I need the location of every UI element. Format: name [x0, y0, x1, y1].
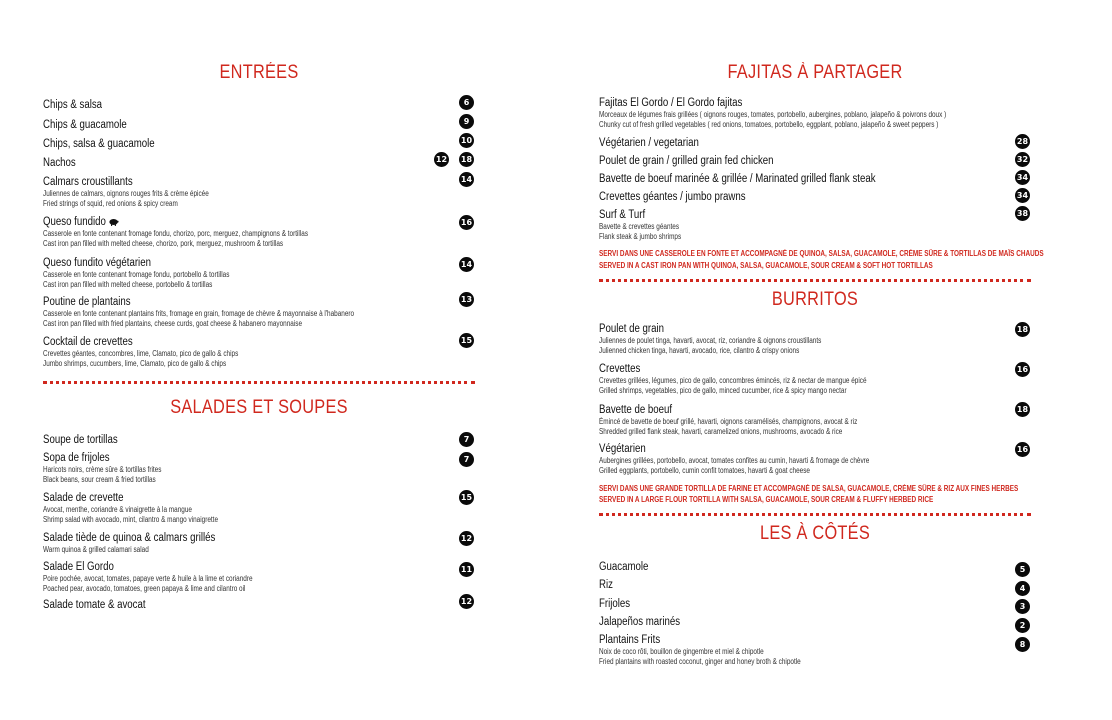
item-name: Chips, salsa & guacamole [43, 138, 155, 150]
item-name-text: Queso fundido [43, 216, 106, 228]
item-desc-fr: Morceaux de légumes frais grillées ( oignons rouges, tomates, portobello, aubergines, poblano, jalapeño & poivrons doux ) [599, 110, 947, 119]
price-badge: 2 [1015, 618, 1030, 633]
price-badge: 14 [459, 257, 474, 272]
price-badge: 8 [1015, 637, 1030, 652]
item-desc-en: Shrimp salad with avocado, mint, cilantro & mango vinaigrette [43, 515, 219, 524]
menu-item [43, 335, 475, 369]
section-title-fajitas: FAJITAS À PARTAGER [727, 62, 903, 83]
dotted-divider [599, 279, 1031, 282]
item-name: Plantains Frits [599, 634, 661, 646]
price-badge: 16 [1015, 362, 1030, 377]
item-name: Bavette de boeuf [599, 404, 673, 416]
serving-note-en: SERVED IN A CAST IRON PAN WITH QUINOA, SALSA, GUACAMOLE, SOUR CREAM & SOFT HOT TORTILLAS [599, 261, 933, 270]
item-desc-fr: Bavette & crevettes géantes [599, 222, 680, 231]
item-name: Salade tiède de quinoa & calmars grillés [43, 532, 216, 544]
menu-item [599, 190, 1031, 204]
price-badge: 5 [1015, 562, 1030, 577]
item-name: Crevettes géantes / jumbo prawns [599, 191, 746, 203]
price-badge: 32 [1015, 152, 1030, 167]
menu-item [43, 156, 475, 170]
price-badge: 28 [1015, 134, 1030, 149]
price-badge: 15 [459, 333, 474, 348]
section-title-entrees: ENTRÉES [219, 62, 299, 83]
item-name: Surf & Turf [599, 209, 646, 221]
serving-note-fr: SERVI DANS UNE CASSEROLE EN FONTE ET ACCOMPAGNÉ DE QUINOA, SALSA, GUACAMOLE, CRÈME SÛRE & TORTILLAS DE MAÏS CHAUDS [599, 249, 1044, 258]
menu-item [599, 633, 1031, 667]
menu-item [599, 172, 1031, 186]
menu-item [599, 322, 1031, 356]
item-desc-en: Cast iron pan filled with melted cheese, chorizo, pork, merguez, mushroom & tortillas [43, 239, 284, 248]
serving-note-fr: SERVI DANS UNE GRANDE TORTILLA DE FARINE ET ACCOMPAGNÉ DE SALSA, GUACAMOLE, CRÈME SÛRE & RIZ AUX FINES HERBES [599, 484, 1019, 493]
item-name: Végétarien [599, 443, 646, 455]
menu-item [43, 491, 475, 525]
price-badge: 9 [459, 114, 474, 129]
menu-item [599, 560, 1031, 574]
item-desc-en: Fried plantains with roasted coconut, ginger and honey broth & chipotle [599, 657, 801, 666]
price-badge: 7 [459, 452, 474, 467]
serving-note-en: SERVED IN A LARGE FLOUR TORTILLA WITH SALSA, GUACAMOLE, SOUR CREAM & FLUFFY HERBED RICE [599, 495, 934, 504]
item-desc-fr: Warm quinoa & grilled calamari salad [43, 545, 149, 554]
item-name: Crevettes [599, 363, 641, 375]
item-desc-en: Chunky cut of fresh grilled vegetables ( red onions, tomatoes, portobello, eggplant, poblano, jalapeño & sweet peppers ) [599, 120, 939, 129]
item-name: Chips & salsa [43, 99, 103, 111]
item-desc-en: Cast iron pan filled with melted cheese, portobello & tortillas [43, 280, 213, 289]
item-name: Queso fundito végétarien [43, 257, 151, 269]
menu-item [599, 96, 1031, 130]
item-desc-fr: Émincé de bavette de boeuf grillé, havarti, oignons caramélisés, champignons, avocat & riz [599, 417, 858, 426]
menu-item [43, 295, 475, 329]
item-name [43, 215, 406, 229]
item-desc-en: Shredded grilled flank steak, havarti, caramelized onions, mushrooms, avocado & rice [599, 427, 843, 436]
section-title-salades: SALADES ET SOUPES [170, 397, 348, 418]
menu-item [599, 597, 1031, 611]
menu-item [43, 531, 475, 555]
menu-item [43, 215, 475, 249]
item-desc-en: Poached pear, avocado, tomatoes, green papaya & lime and cilantro oil [43, 584, 246, 593]
item-name: Cocktail de crevettes [43, 336, 133, 348]
item-desc-fr: Crevettes géantes, concombres, lime, Clamato, pico de gallo & chips [43, 349, 239, 358]
item-desc-en: Flank steak & jumbo shrimps [599, 232, 682, 241]
item-desc-fr: Poire pochée, avocat, tomates, papaye verte & huile à la lime et coriandre [43, 574, 253, 583]
price-badge: 7 [459, 432, 474, 447]
pig-icon [108, 218, 118, 226]
item-name: Nachos [43, 157, 76, 169]
item-name: Poutine de plantains [43, 296, 131, 308]
menu-item [599, 154, 1031, 168]
item-desc-fr: Crevettes grillées, légumes, pico de gallo, concombres émincés, riz & nectar de mangue épicé [599, 376, 867, 385]
item-desc-fr: Casserole en fonte contenant plantains frits, fromage en grain, fromage de chèvre & mayonnaise à l'habanero [43, 309, 355, 318]
item-desc-en: Grilled eggplants, portobello, cumin confit tomatoes, havarti & goat cheese [599, 466, 810, 475]
item-desc-fr: Casserole en fonte contenant fromage fondu, chorizo, porc, merguez, champignons & tortillas [43, 229, 309, 238]
item-name: Calmars croustillants [43, 176, 133, 188]
price-badge: 3 [1015, 599, 1030, 614]
price-badge: 18 [1015, 402, 1030, 417]
item-desc-fr: Haricots noirs, crème sûre & tortillas frites [43, 465, 162, 474]
menu-item [599, 362, 1031, 396]
item-name: Végétarien / vegetarian [599, 137, 699, 149]
item-name: Chips & guacamole [43, 119, 127, 131]
price-badge: 14 [459, 172, 474, 187]
item-desc-en: Grilled shrimps, vegetables, pico de gallo, minced cucumber, rice & spicy mango nectar [599, 386, 847, 395]
item-desc-fr: Aubergines grillées, portobello, avocat, tomates confites au cumin, havarti & fromage de chèvre [599, 456, 870, 465]
dotted-divider [43, 381, 475, 384]
price-badge: 34 [1015, 170, 1030, 185]
price-badge: 15 [459, 490, 474, 505]
item-desc-en: Cast iron pan filled with fried plantains, cheese curds, goat cheese & habanero mayonnaise [43, 319, 302, 328]
menu-item [43, 433, 475, 447]
menu-item [43, 560, 475, 594]
menu-item [599, 615, 1031, 629]
menu-item [599, 208, 1031, 242]
item-desc-en: Fried strings of squid, red onions & spicy cream [43, 199, 178, 208]
item-name: Bavette de boeuf marinée & grillée / Marinated grilled flank steak [599, 173, 876, 185]
item-desc-fr: Noix de coco rôti, bouillon de gingembre et miel & chipotle [599, 647, 764, 656]
item-name: Poulet de grain [599, 323, 664, 335]
menu-item [43, 451, 475, 485]
menu-item [599, 403, 1031, 437]
item-desc-en: Julienned chicken tinga, havarti, avocado, rice, cilantro & crispy onions [599, 346, 800, 355]
section-title-burritos: BURRITOS [771, 289, 859, 310]
price-badge: 18 [459, 152, 474, 167]
item-desc-fr: Casserole en fonte contenant fromage fondu, portobello & tortillas [43, 270, 230, 279]
dotted-divider [599, 513, 1031, 516]
item-name: Salade El Gordo [43, 561, 114, 573]
price-badge: 16 [1015, 442, 1030, 457]
price-badge: 38 [1015, 206, 1030, 221]
item-name: Soupe de tortillas [43, 434, 118, 446]
menu-item [43, 598, 475, 612]
item-desc-en: Black beans, sour cream & fried tortillas [43, 475, 156, 484]
item-name: Salade de crevette [43, 492, 124, 504]
price-badge: 34 [1015, 188, 1030, 203]
menu-item [43, 137, 475, 151]
item-name: Frijoles [599, 598, 631, 610]
item-name: Guacamole [599, 561, 649, 573]
menu-item [43, 98, 475, 112]
item-name: Sopa de frijoles [43, 452, 110, 464]
menu-item [43, 175, 475, 209]
price-badge: 12 [459, 594, 474, 609]
menu-item [599, 578, 1031, 592]
price-badge: 4 [1015, 581, 1030, 596]
price-badge-small: 12 [434, 152, 449, 167]
section-title-cotes: LES À CÔTÉS [760, 523, 870, 544]
price-badge: 11 [459, 562, 474, 577]
price-badge: 18 [1015, 322, 1030, 337]
item-name: Riz [599, 579, 613, 591]
menu-item [599, 136, 1031, 150]
price-badge: 16 [459, 215, 474, 230]
price-badge: 12 [459, 531, 474, 546]
item-name: Poulet de grain / grilled grain fed chicken [599, 155, 774, 167]
menu-item [43, 256, 475, 290]
menu-item [599, 442, 1031, 476]
item-name: Fajitas El Gordo / El Gordo fajitas [599, 97, 743, 109]
item-desc-fr: Juliennes de poulet tinga, havarti, avocat, riz, coriandre & oignons croustillants [599, 336, 822, 345]
menu-item [43, 118, 475, 132]
item-desc-fr: Avocat, menthe, coriandre & vinaigrette à la mangue [43, 505, 192, 514]
item-desc-en: Jumbo shrimps, cucumbers, lime, Clamato, pico de gallo & chips [43, 359, 227, 368]
item-name: Salade tomate & avocat [43, 599, 146, 611]
item-desc-fr: Juliennes de calmars, oignons rouges frits & crème épicée [43, 189, 209, 198]
price-badge: 6 [459, 95, 474, 110]
price-badge: 13 [459, 292, 474, 307]
item-name: Jalapeños marinés [599, 616, 681, 628]
price-badge: 10 [459, 133, 474, 148]
